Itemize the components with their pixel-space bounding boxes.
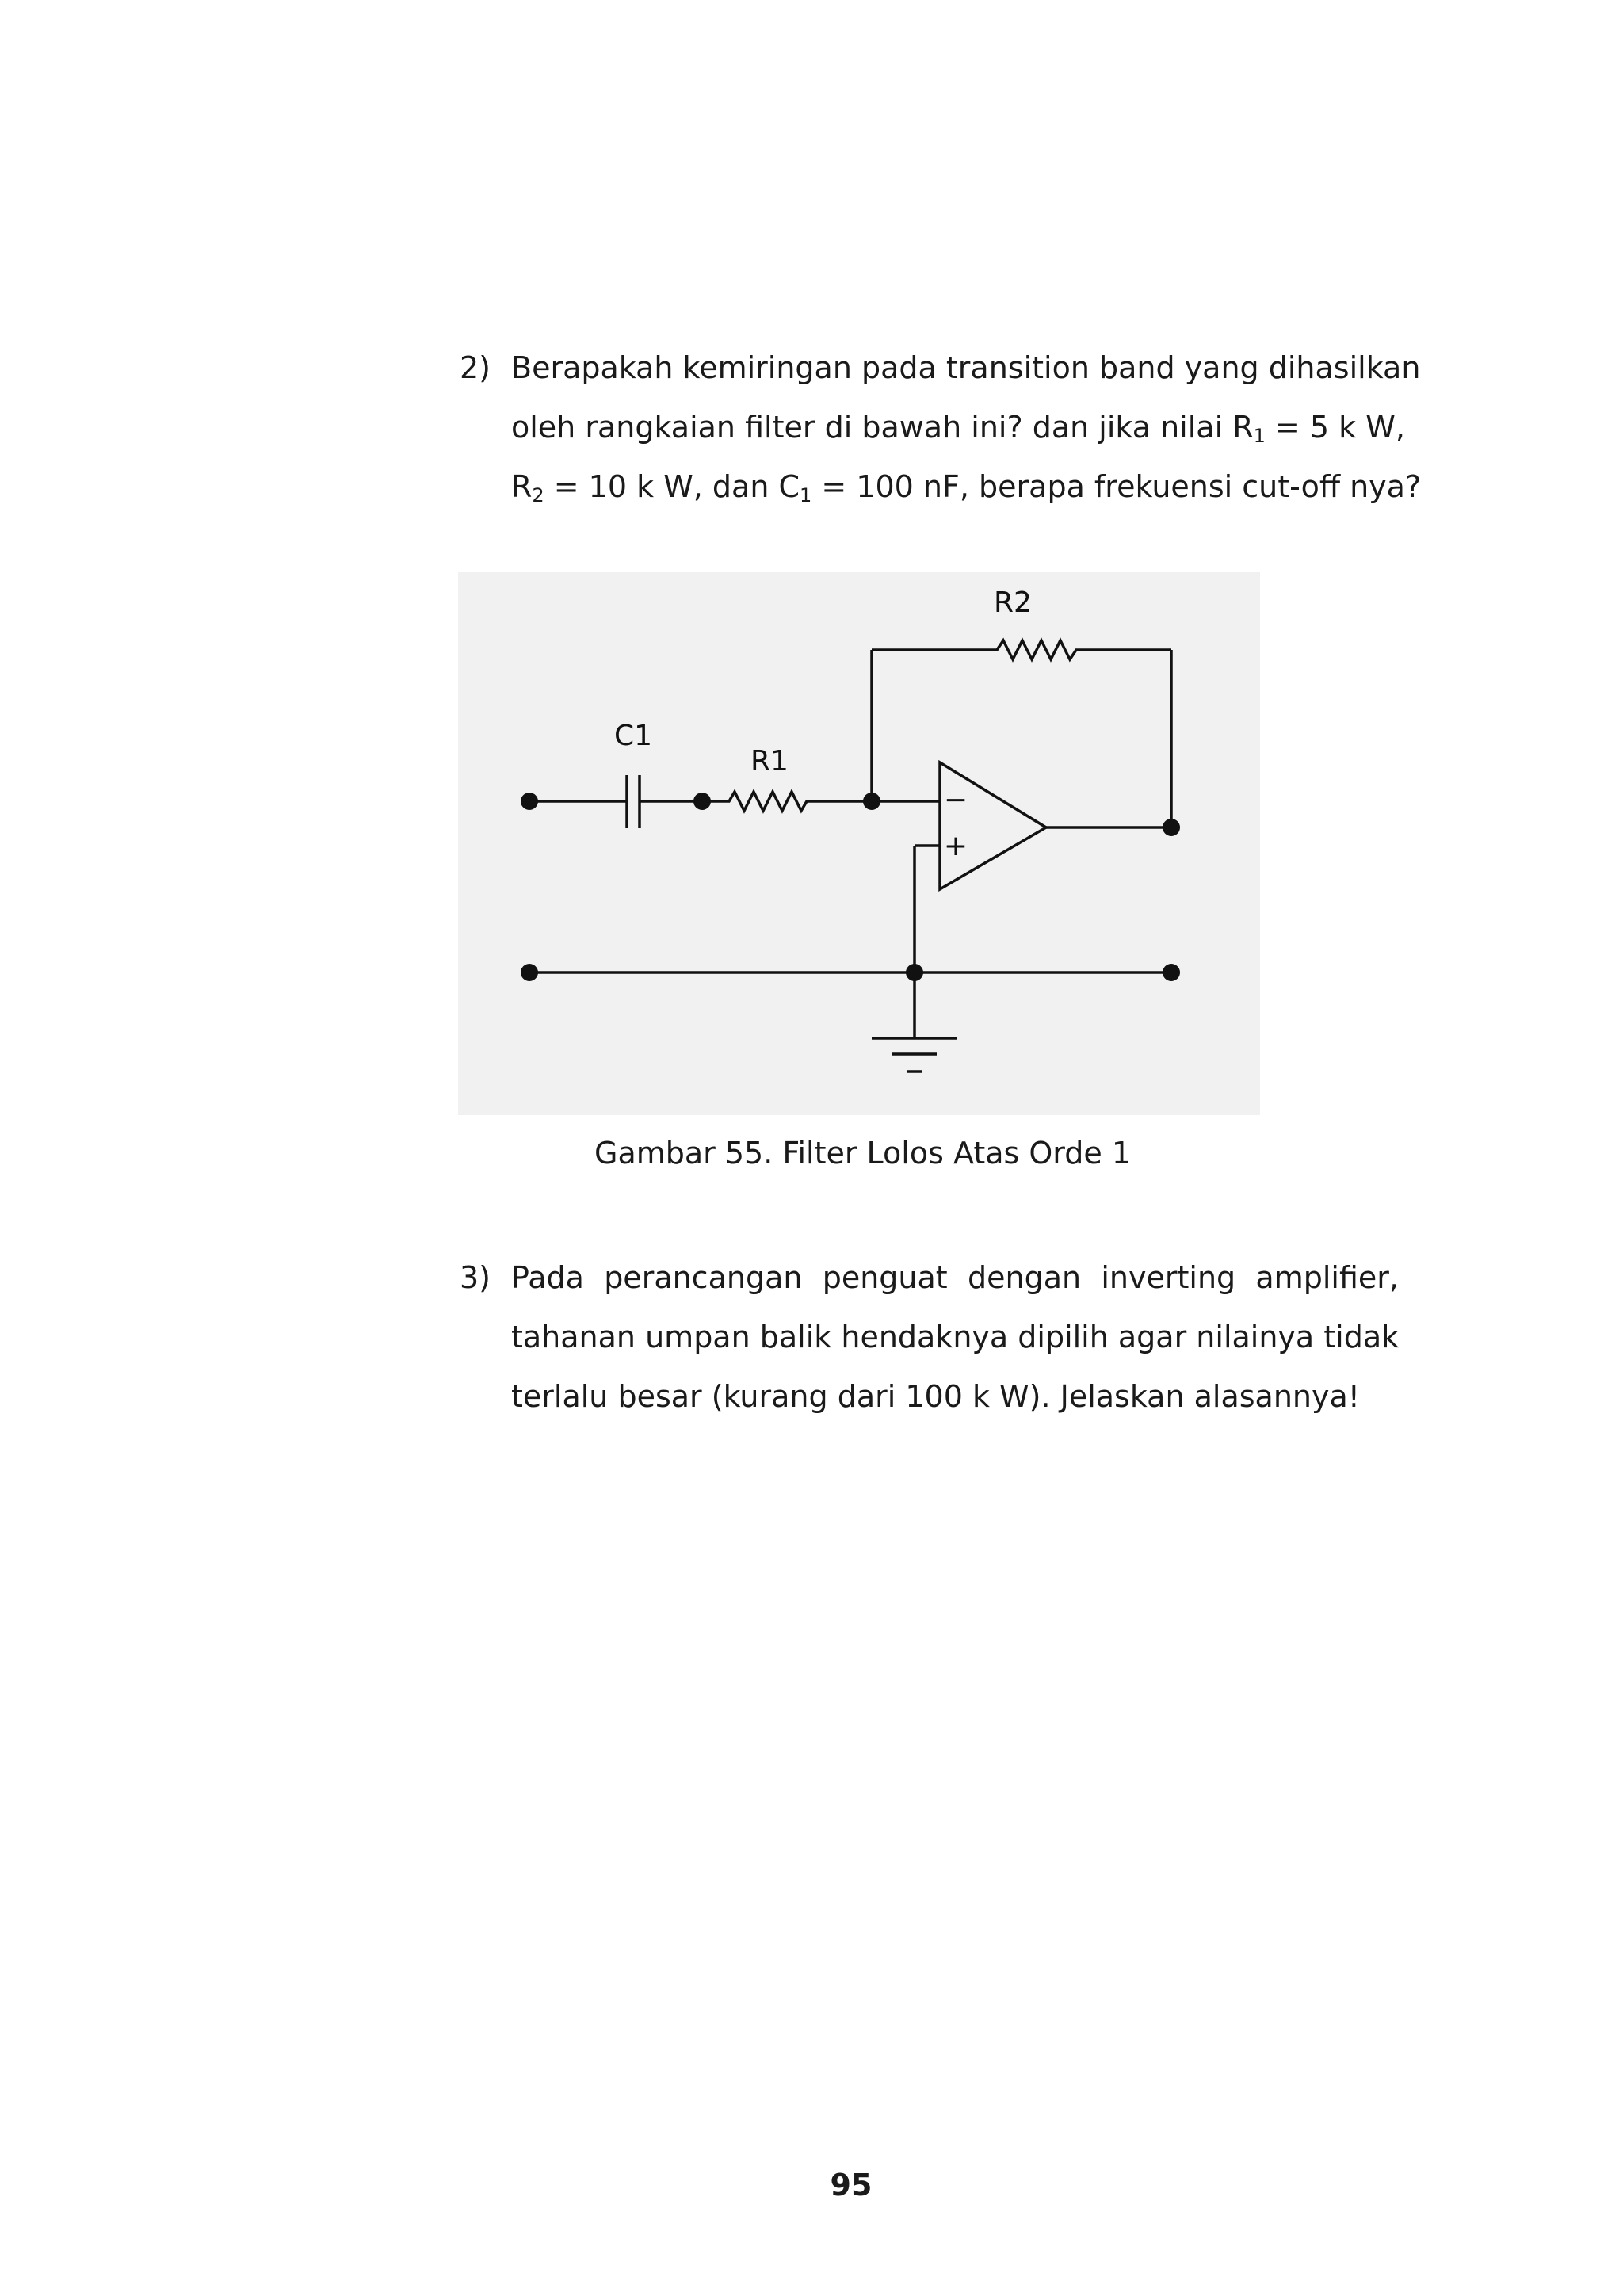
resistor-r2 xyxy=(872,640,1171,659)
question-2-line-1: Berapakah kemiringan pada transition band yang dihasilkan xyxy=(511,350,1421,385)
question-3 xyxy=(460,1248,1399,1427)
ground-output-terminal xyxy=(1163,964,1180,981)
opamp-symbol xyxy=(940,762,1046,889)
output-terminal xyxy=(1163,819,1180,836)
label-minus: − xyxy=(943,784,968,816)
input-terminal xyxy=(521,793,538,810)
label-c1: C1 xyxy=(613,720,653,752)
high-pass-filter-schematic xyxy=(458,572,1260,1115)
question-3-line-2: tahanan umpan balik hendaknya dipilih agar nilainya tidak xyxy=(511,1320,1400,1354)
ground-input-terminal xyxy=(521,964,538,981)
page-number: 95 xyxy=(830,2168,873,2202)
question-3-number: 3) xyxy=(460,1260,491,1295)
node-inverting xyxy=(863,793,880,810)
question-3-text xyxy=(511,1248,1399,1427)
question-2-number: 2) xyxy=(460,350,491,385)
label-r2: R2 xyxy=(994,586,1032,619)
ground-node xyxy=(906,964,923,981)
question-2-line-2: oleh rangkaian filter di bawah ini? dan jika nilai $R_1 = 5$ k W, xyxy=(511,410,1405,447)
question-2-line-3: $R_2 = 10$ k W, dan $C_1 = 100$ nF, berapa frekuensi cut-off nya? xyxy=(511,469,1422,506)
resistor-r1 xyxy=(702,792,872,811)
figure-caption: Gambar 55. Filter Lolos Atas Orde 1 xyxy=(594,1136,1132,1171)
question-2 xyxy=(460,338,1422,517)
node-c1-r1 xyxy=(693,793,711,810)
question-2-text xyxy=(511,338,1422,517)
question-3-line-3: terlalu besar (kurang dari 100 k W). Jelaskan alasannya! xyxy=(511,1379,1361,1414)
circuit-figure xyxy=(458,572,1260,1115)
question-3-line-1: Pada perancangan penguat dengan inverting amplifier, xyxy=(511,1260,1399,1295)
label-r1: R1 xyxy=(750,745,789,777)
label-plus: + xyxy=(943,830,968,862)
